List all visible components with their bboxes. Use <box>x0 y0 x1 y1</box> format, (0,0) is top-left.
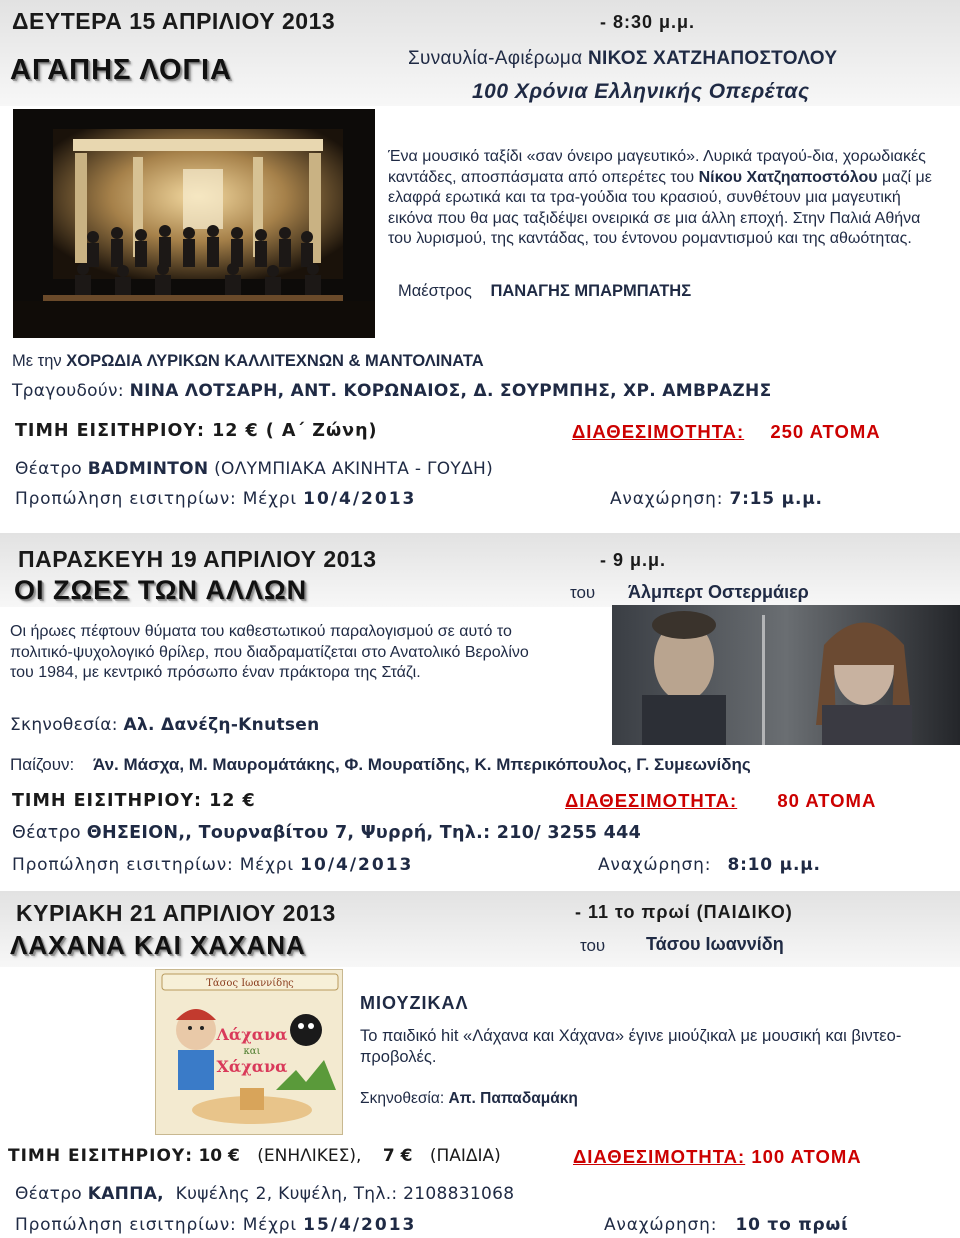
cover-title-3: Χάχανα <box>216 1057 288 1076</box>
event2-departure <box>598 855 821 875</box>
concert-photo <box>13 109 375 338</box>
event3-price-label: ΤΙΜΗ ΕΙΣΙΤΗΡΙΟΥ: <box>8 1146 194 1166</box>
event2-departure-time: 8:10 μ.μ. <box>727 855 821 875</box>
event3-price-child-note: (ΠΑΙΔΙΑ) <box>429 1146 501 1166</box>
event1-choir <box>12 352 484 371</box>
event1-departure-time: 7:15 μ.μ. <box>729 489 823 509</box>
event2-description: Οι ήρωες πέφτουν θύματα του καθεστωτικού παραλογισμού σε αυτό το πολιτικό-ψυχολογικό θρίλερ, που διαδραματίζεται στο Ανατολικό Βερολίνο του 1984, με κεντρικό πρόσωπο έναν πράκτορα της Στάζι. <box>10 623 529 681</box>
event2-author-prefix: του <box>570 583 596 602</box>
event3-presale <box>15 1215 416 1235</box>
event2-avail-value: 80 ΑΤΟΜΑ <box>777 790 877 811</box>
event3-theatre-prefix: Θέατρο <box>15 1184 83 1204</box>
event1-venue-prefix: Συναυλία-Αφιέρωμα <box>408 48 583 69</box>
event3-presale-label: Προπώληση εισιτηρίων: Μέχρι <box>15 1215 297 1235</box>
event3-author: Τάσου Ιωαννίδη <box>646 934 784 954</box>
event1-departure <box>610 489 823 509</box>
event3-theatre-suffix: Κυψέλης 2, Κυψέλη, Τηλ.: 2108831068 <box>175 1184 515 1204</box>
event2-departure-label: Αναχώρηση: <box>598 855 712 875</box>
event3-price-adult-note: (ΕΝΗΛΙΚΕΣ), <box>257 1146 362 1166</box>
singers-names: ΝΙΝΑ ΛΟΤΣΑΡΗ, ΑΝΤ. ΚΟΡΩΝΑΙΟΣ, Δ. ΣΟΥΡΜΠΗΣ, ΧΡ. ΑΜΒΡΑΖΗΣ <box>129 381 772 401</box>
event1-presale-date: 10/4/2013 <box>303 489 417 509</box>
event1-avail-value: 250 ΑΤΟΜΑ <box>770 421 881 442</box>
choir-prefix: Με την <box>12 352 62 370</box>
event2-cast-names: Άν. Μάσχα, Μ. Μαυρομάτάκης, Φ. Μουρατίδης, Κ. Μπερικόπουλος, Γ. Συμεωνίδης <box>92 755 751 774</box>
event3-theatre <box>15 1184 514 1204</box>
event3-director-name: Απ. Παπαδαμάκη <box>448 1090 578 1107</box>
film-still-photo <box>612 605 960 745</box>
event3-departure <box>604 1215 849 1235</box>
event1-maestro <box>398 282 691 301</box>
event3-avail-label: ΔΙΑΘΕΣΙΜΟΤΗΤΑ: <box>573 1146 746 1167</box>
event2-director-name: Αλ. Δανέζη-Knutsen <box>123 715 320 735</box>
event1-presale <box>15 489 416 509</box>
event1-singers <box>12 381 771 401</box>
event3-description: Το παιδικό hit «Λάχανα και Χάχανα» έγινε μιούζικαλ με μουσική και βιντεο-προβολές. <box>360 1027 902 1066</box>
cover-author: Τάσος Ιωαννίδης <box>206 978 294 989</box>
cover-title-2: και <box>243 1046 261 1057</box>
event3-title: ΛΑΧΑΝΑ ΚΑΙ ΧΑΧΑΝΑ <box>10 930 306 960</box>
event2-price: ΤΙΜΗ ΕΙΣΙΤΗΡΙΟΥ: 12 € <box>12 791 256 811</box>
maestro-name: ΠΑΝΑΓΗΣ ΜΠΑΡΜΠΑΤΗΣ <box>490 282 692 300</box>
event2-title: ΟΙ ΖΩΕΣ ΤΩΝ ΑΛΛΩΝ <box>14 575 308 605</box>
event1-title: ΑΓΑΠΗΣ ΛΟΓΙΑ <box>10 54 232 86</box>
event1-price: ΤΙΜΗ ΕΙΣΙΤΗΡΙΟΥ: 12 € ( Α΄ Ζώνη) <box>15 421 378 441</box>
event2-presale <box>12 855 413 875</box>
event1-description <box>388 147 948 250</box>
event3-avail-value: 100 ΑΤΟΜΑ <box>751 1146 862 1167</box>
event1-desc-name: Νίκου Χατζηαποστόλου <box>698 168 878 186</box>
event2-time: - 9 μ.μ. <box>600 550 667 570</box>
singers-label: Τραγουδούν: <box>12 381 124 401</box>
event2-presale-date: 10/4/2013 <box>300 855 414 875</box>
event1-time: - 8:30 μ.μ. <box>600 12 696 32</box>
event2-availability <box>565 790 876 812</box>
event1-theatre-prefix: Θέατρο <box>15 459 83 479</box>
event3-director-label: Σκηνοθεσία: <box>360 1090 445 1107</box>
event3-departure-label: Αναχώρηση: <box>604 1215 718 1235</box>
event3-author-prefix: του <box>580 936 606 955</box>
event3-director <box>360 1090 578 1108</box>
event2-cast-label: Παίζουν: <box>10 755 75 774</box>
event3-price <box>8 1146 501 1166</box>
event1-departure-label: Αναχώρηση: <box>610 489 724 509</box>
event1-venue <box>408 48 837 70</box>
event1-availability <box>572 421 881 443</box>
event1-desc-part2: μαζί με ελαφρά ερωτικά και τα τρα-γούδια του κρασιού, συνθέτουν μια μαγευτική εικόνα που θα μας ταξιδέψει ονειρικά σε μια άλλη εποχή. Στην Παλιά Αθήνα του λυρισμού, της καντάδας, του έντονου ρομαντισμού και της αθωότητας. <box>388 168 932 247</box>
event2-theatre <box>12 823 641 843</box>
event1-desc-part1: Ένα μουσικό ταξίδι «σαν όνειρο μαγευτικό». Λυρικά τραγού-δια, χορωδιακές καντάδες, αποσπάσματα από οπερέτες του <box>388 148 926 186</box>
event2-author: Άλμπερτ Οστερμάιερ <box>628 582 809 602</box>
event3-presale-date: 15/4/2013 <box>303 1215 417 1235</box>
event3-time: - 11 το πρωί (ΠΑΙΔΙΚΟ) <box>575 902 793 922</box>
event2-cast <box>10 755 751 775</box>
event2-theatre-prefix: Θέατρο <box>12 823 81 843</box>
event1-avail-label: ΔΙΑΘΕΣΙΜΟΤΗΤΑ: <box>572 421 745 442</box>
event1-date: ΔΕΥΤΕΡΑ 15 ΑΠΡΙΛΙΟΥ 2013 <box>12 8 336 34</box>
book-cover <box>155 969 343 1135</box>
event2-director <box>10 715 320 735</box>
event1-theatre-name: BADMINTON <box>87 459 209 479</box>
event3-date: ΚΥΡΙΑΚΗ 21 ΑΠΡΙΛΙΟΥ 2013 <box>16 900 336 926</box>
event3-price-adult: 10 € <box>198 1146 240 1166</box>
cover-title-1: Λάχανα <box>216 1025 288 1044</box>
event2-date: ΠΑΡΑΣΚΕΥΗ 19 ΑΠΡΙΛΙΟΥ 2013 <box>18 546 377 572</box>
event2-theatre-name: ΘΗΣΕΙΟΝ,, Τουρναβίτου 7, Ψυρρή, Τηλ.: 210/ 3255 444 <box>86 823 642 843</box>
event3-theatre-name: ΚΑΠΠΑ, <box>87 1184 164 1204</box>
event1-presale-label: Προπώληση εισιτηρίων: Μέχρι <box>15 489 297 509</box>
choir-name: ΧΟΡΩΔΙΑ ΛΥΡΙΚΩΝ ΚΑΛΛΙΤΕΧΝΩΝ & ΜΑΝΤΟΛΙΝΑΤΑ <box>66 352 484 370</box>
event1-venue-name: ΝΙΚΟΣ ΧΑΤΖΗΑΠΟΣΤΟΛΟΥ <box>588 48 838 69</box>
event3-availability <box>573 1146 862 1168</box>
event2-avail-label: ΔΙΑΘΕΣΙΜΟΤΗΤΑ: <box>565 790 738 811</box>
event1-theatre-suffix: (ΟΛΥΜΠΙΑΚΑ ΑΚΙΝΗΤΑ - ΓΟΥΔΗ) <box>214 459 494 479</box>
event1-theatre <box>15 459 493 479</box>
event2-presale-label: Προπώληση εισιτηρίων: Μέχρι <box>12 855 294 875</box>
event2-director-label: Σκηνοθεσία: <box>10 715 118 735</box>
event3-genre: ΜΙΟΥΖΙΚΑΛ <box>360 993 469 1013</box>
event1-subtitle: 100 Χρόνια Ελληνικής Οπερέτας <box>472 80 810 103</box>
maestro-label: Μαέστρος <box>398 282 472 300</box>
event3-departure-time: 10 το πρωί <box>735 1215 849 1235</box>
event3-price-child: 7 € <box>382 1146 413 1166</box>
